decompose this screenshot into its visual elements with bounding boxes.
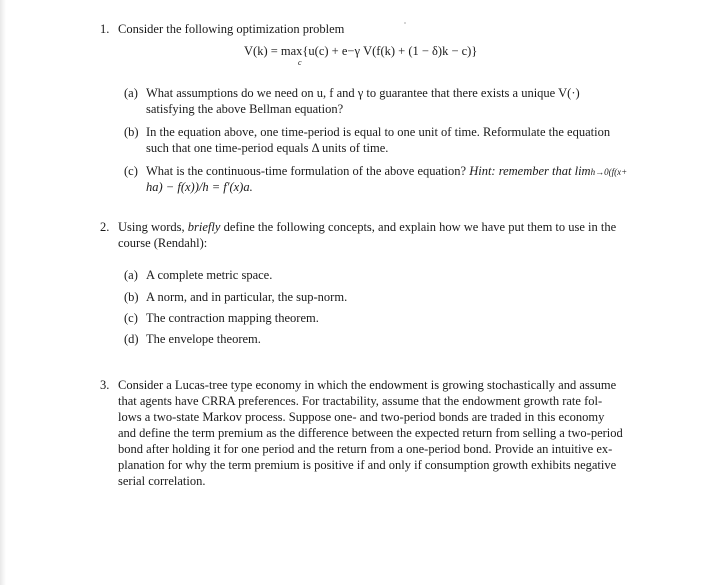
part-a-line: What assumptions do we need on u, f and γ to guarantee that there exists a unique V(·) <box>146 86 580 100</box>
question-line: planation for why the term premium is positive if and only if consumption growth exhibits negative <box>118 458 617 472</box>
emphasis-word: briefly <box>187 220 221 234</box>
part-c-line2: ha) − f(x))/h = f′(x)a. <box>146 180 253 194</box>
item-text: A norm, and in particular, the sup-norm. <box>146 290 348 304</box>
page-edge-shadow <box>0 0 6 585</box>
part-label: (b) <box>124 125 139 139</box>
part-c-text: What is the continuous-time formulation of the above equation? <box>146 164 467 178</box>
part-a-line: satisfying the above Bellman equation? <box>146 102 344 116</box>
part-label: (a) <box>124 86 138 100</box>
item-label: (c) <box>124 311 138 325</box>
question-number: 3. <box>100 378 110 392</box>
question-intro: Consider the following optimization problem <box>118 22 345 36</box>
part-b-line: such that one time-period equals Δ units of time. <box>146 141 389 155</box>
question-line: Consider a Lucas-tree type economy in which the endowment is growing stochastically and assume <box>118 378 617 392</box>
bellman-equation: V(k) = max{u(c) + e−γ V(f(k) + (1 − δ)k − c)} <box>244 44 478 58</box>
text-segment: Using words, <box>118 220 185 234</box>
max-subscript: c <box>298 58 302 67</box>
part-c-line <box>146 164 627 180</box>
question-line: bond after holding it for one period and the return from a one-period bond. Provide an intuitive ex- <box>118 442 613 456</box>
item-text: A complete metric space. <box>146 268 273 282</box>
question-line: and define the term premium as the difference between the expected return from selling a two-period <box>118 426 623 440</box>
part-c-hint-tail: h→0(f(x+ <box>590 167 628 177</box>
question-number: 1. <box>100 22 110 36</box>
part-c-hint: Hint: remember that lim <box>469 164 591 178</box>
item-text: The envelope theorem. <box>146 332 261 346</box>
question-line: course (Rendahl): <box>118 236 208 250</box>
text-segment: define the following concepts, and explain how we have put them to use in the <box>223 220 617 234</box>
question-line: serial correlation. <box>118 474 206 488</box>
scan-speck <box>404 22 406 24</box>
item-label: (b) <box>124 290 139 304</box>
item-label: (a) <box>124 268 138 282</box>
item-label: (d) <box>124 332 139 346</box>
item-text: The contraction mapping theorem. <box>146 311 319 325</box>
question-line: that agents have CRRA preferences. For tractability, assume that the endowment growth rate fol- <box>118 394 603 408</box>
question-line <box>118 220 616 235</box>
question-number: 2. <box>100 220 110 234</box>
question-line: lows a two-state Markov process. Suppose one- and two-period bonds are traded in this economy <box>118 410 605 424</box>
part-label: (c) <box>124 164 138 178</box>
part-b-line: In the equation above, one time-period is equal to one unit of time. Reformulate the equation <box>146 125 611 139</box>
